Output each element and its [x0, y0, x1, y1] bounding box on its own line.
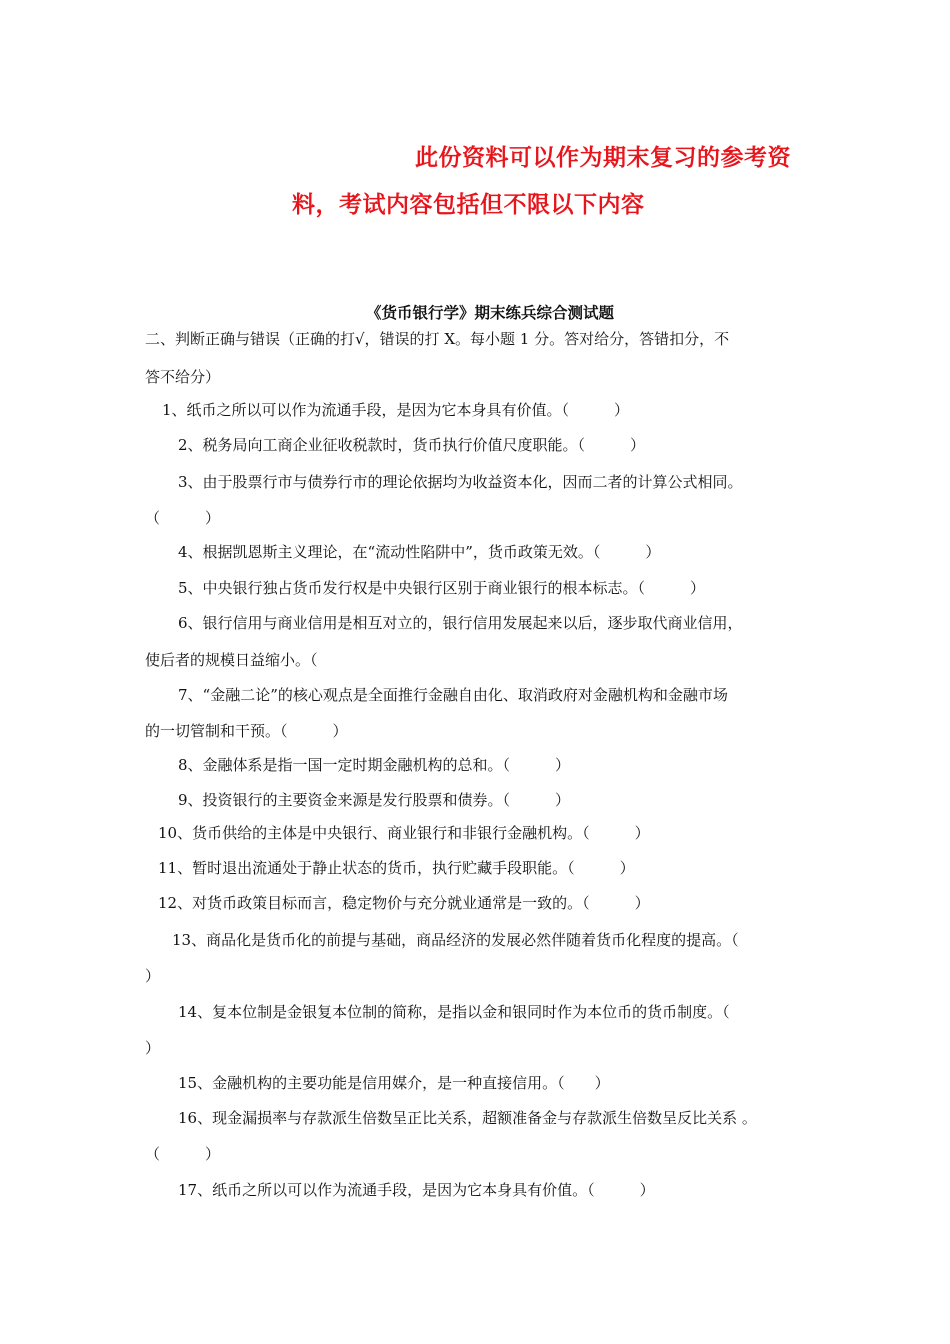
question-8: 8、金融体系是指一国一定时期金融机构的总和。（ ） — [178, 756, 571, 774]
question-5: 5、中央银行独占货币发行权是中央银行区别于商业银行的根本标志。（ ） — [178, 579, 706, 597]
question-17: 17、纸币之所以可以作为流通手段，是因为它本身具有价值。（ ） — [178, 1181, 655, 1199]
question-13: 13、商品化是货币化的前提与基础，商品经济的发展必然伴随着货币化程度的提高。（ — [172, 931, 739, 949]
question-2: 2、税务局向工商企业征收税款时，货币执行价值尺度职能。（ ） — [178, 436, 646, 454]
question-7-continuation: 的一切管制和干预。（ ） — [145, 722, 348, 740]
question-6: 6、银行信用与商业信用是相互对立的，银行信用发展起来以后，逐步取代商业信用， — [178, 614, 743, 632]
question-9: 9、投资银行的主要资金来源是发行股票和债券。（ ） — [178, 791, 571, 809]
question-12: 12、对货币政策目标而言，稳定物价与充分就业通常是一致的。（ ） — [158, 894, 650, 912]
instruction-line-1: 二、判断正确与错误（正确的打√，错误的打 X。每小题 1 分。答对给分，答错扣分，不 — [145, 330, 730, 348]
question-7: 7、“金融二论”的核心观点是全面推行金融自由化、取消政府对金融机构和金融市场 — [178, 686, 728, 704]
question-3: 3、由于股票行市与债券行市的理论依据均为收益资本化，因而二者的计算公式相同。 — [178, 473, 743, 491]
notice-line-1: 此份资料可以作为期末复习的参考资 — [415, 145, 791, 171]
notice-line-2: 料，考试内容包括但不限以下内容 — [292, 192, 645, 218]
question-3-continuation: （ ） — [145, 509, 221, 527]
question-16-continuation: （ ） — [145, 1145, 221, 1163]
instruction-line-2: 答不给分） — [145, 368, 221, 386]
question-15: 15、金融机构的主要功能是信用媒介，是一种直接信用。（ ） — [178, 1074, 610, 1092]
question-10: 10、货币供给的主体是中央银行、商业银行和非银行金融机构。（ ） — [158, 824, 650, 842]
question-6-continuation: 使后者的规模日益缩小。（ — [145, 651, 318, 669]
question-14-continuation: ） — [145, 1039, 161, 1057]
question-13-continuation: ） — [145, 967, 161, 985]
question-14: 14、复本位制是金银复本位制的简称，是指以金和银同时作为本位币的货币制度。（ — [178, 1003, 730, 1021]
exam-title: 《货币银行学》期末练兵综合测试题 — [366, 303, 615, 322]
question-11: 11、暂时退出流通处于静止状态的货币，执行贮藏手段职能。（ ） — [158, 859, 635, 877]
question-4: 4、根据凯恩斯主义理论，在“流动性陷阱中”，货币政策无效。（ ） — [178, 543, 661, 561]
question-1: 1、纸币之所以可以作为流通手段，是因为它本身具有价值。（ ） — [162, 401, 630, 419]
question-16: 16、现金漏损率与存款派生倍数呈正比关系，超额准备金与存款派生倍数呈反比关系 。 — [178, 1109, 757, 1127]
